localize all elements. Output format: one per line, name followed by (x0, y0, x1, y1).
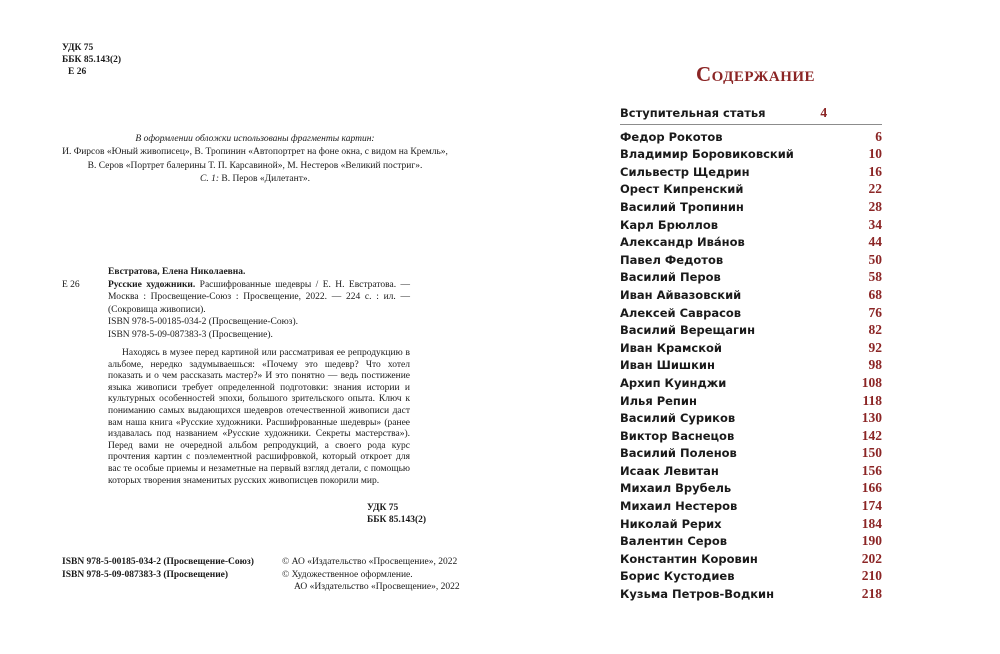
toc-entry-title: Василий Суриков (620, 411, 736, 426)
bibliographic-record (108, 266, 410, 341)
copyright-line: © АО «Издательство «Просвещение», 2022 (282, 557, 458, 567)
toc-entry-page-number: 202 (861, 550, 882, 566)
toc-entry-title: Илья Репин (620, 393, 697, 408)
toc-entry-page-number: 10 (868, 146, 882, 162)
toc-entry[interactable] (620, 462, 882, 480)
isbn-line: ISBN 978-5-00185-034-2 (Просвещение-Союз). (108, 317, 298, 327)
toc-entry-title: Павел Федотов (620, 252, 724, 267)
page-reference: С. 1: (199, 173, 219, 184)
toc-entry-page-number: 108 (861, 374, 882, 390)
toc-entry-title: Константин Коровин (620, 551, 758, 566)
bbk-code: ББК 85.143(2) (367, 515, 427, 525)
toc-entry[interactable] (620, 104, 882, 122)
table-of-contents (620, 104, 882, 603)
toc-entry-page-number: 184 (861, 515, 882, 531)
toc-entry-title: Кузьма Петров-Водкин (620, 587, 775, 602)
toc-entry-page-number: 4 (820, 105, 828, 120)
toc-entry[interactable] (620, 427, 882, 445)
toc-entry[interactable] (620, 304, 882, 322)
toc-entry-title: Василий Тропинин (620, 199, 744, 214)
toc-entry-page-number: 82 (868, 322, 882, 338)
toc-entry-page-number: 118 (862, 392, 882, 408)
toc-entry[interactable] (620, 585, 882, 603)
isbn-line: ISBN 978-5-00185-034-2 (Просвещение-Союз) (62, 557, 254, 567)
toc-entry-title: Федор Рокотов (620, 129, 723, 144)
toc-entry[interactable] (620, 444, 882, 462)
toc-entry[interactable] (620, 567, 882, 585)
toc-entry-page-number: 50 (868, 251, 882, 267)
toc-entry[interactable] (620, 163, 882, 181)
toc-entry-page-number: 166 (861, 480, 882, 496)
toc-entry-title: Исаак Левитан (620, 463, 719, 478)
bbk-code: ББК 85.143(2) (62, 55, 122, 65)
toc-entry[interactable] (620, 180, 882, 198)
toc-entry-title: Иван Крамской (620, 340, 722, 355)
copyright-line: АО «Издательство «Просвещение», 2022 (294, 582, 460, 592)
toc-entry-page-number: 76 (868, 304, 882, 320)
toc-entry-title: Архип Куинджи (620, 375, 727, 390)
toc-entry[interactable] (620, 268, 882, 286)
toc-entry-title: Алексей Саврасов (620, 305, 742, 320)
toc-entry-title: Михаил Нестеров (620, 499, 738, 514)
toc-entry[interactable] (620, 532, 882, 550)
toc-entry-title: Сильвестр Щедрин (620, 164, 750, 179)
toc-entry[interactable] (620, 550, 882, 568)
toc-entry-page-number: 16 (868, 163, 882, 179)
toc-entry-title: Борис Кустодиев (620, 569, 735, 584)
toc-entry-title: Орест Кипренский (620, 182, 744, 197)
toc-entry-page-number: 58 (868, 269, 882, 285)
author-mark: Е 26 (68, 67, 87, 77)
cover-credits-line: И. Фирсов «Юный живописец», В. Тропинин «Автопортрет на фоне окна, с видом на Кремль», (62, 147, 448, 158)
book-author: Евстратова, Елена Николаевна. (108, 267, 246, 277)
classification-codes-bottom (367, 502, 426, 526)
classification-codes-top (62, 42, 121, 78)
biblio-author-mark: Е 26 (62, 280, 80, 290)
toc-entry-page-number: 28 (868, 198, 882, 214)
toc-entry[interactable] (620, 515, 882, 533)
toc-entry[interactable] (620, 321, 882, 339)
copyright-block (282, 556, 460, 594)
toc-entry-title: Василий Поленов (620, 446, 737, 461)
toc-entry-page-number: 92 (868, 339, 882, 355)
toc-entry-page-number: 130 (861, 410, 882, 426)
toc-entry-page-number: 22 (868, 181, 882, 197)
cover-credits-line (40, 173, 470, 186)
toc-entry-title: Василий Верещагин (620, 323, 756, 338)
toc-entry[interactable] (620, 198, 882, 216)
toc-entry-page-number: 156 (861, 462, 882, 478)
toc-entry[interactable] (620, 497, 882, 515)
toc-entry[interactable] (620, 145, 882, 163)
toc-entry-page-number: 68 (868, 286, 882, 302)
toc-entry-title: Иван Шишкин (620, 358, 715, 373)
toc-entry-title: Василий Перов (620, 270, 721, 285)
toc-entry-title: Вступительная статья (620, 106, 766, 120)
copyright-line: © Художественное оформление. (282, 569, 413, 580)
toc-entry-title: Валентин Серов (620, 534, 728, 549)
toc-entry-title: Владимир Боровиковский (620, 147, 794, 162)
contents-title: Содержание (696, 62, 816, 86)
contents-page (500, 0, 1000, 654)
toc-entry-page-number: 210 (861, 568, 882, 584)
cover-credits (40, 133, 470, 186)
toc-entry[interactable] (620, 216, 882, 234)
isbn-line: ISBN 978-5-09-087383-3 (Просвещение) (62, 569, 229, 580)
toc-entry[interactable] (620, 339, 882, 357)
toc-entry[interactable] (620, 251, 882, 269)
toc-entry-title: Михаил Врубель (620, 481, 732, 496)
book-description: Расшифрованные шедевры / Е. Н. Евстратова. — Москва : Просвещение-Союз : Просвещение, 2022. — 224 с. : ил. — (Сокровища живописи). (108, 279, 410, 315)
toc-entry[interactable] (620, 479, 882, 497)
book-annotation: Находясь в музее перед картиной или рассматривая ее репродукцию в альбоме, нередко задумываешься: «Почему это шедевр? Что хотел показать и о чем рассказать мастер?» И это понятно — ведь постижение языка живописи требует определенной подготовки: знания истории и культурных особенностей эпохи, большого зрительского опыта. Ключ к пониманию самых выдающихся шедевров отечественной живописи даст вам наша книга «Русские художники. Расшифрованные шедевры» (ранее издавалась под названием «Русские художники. Секреты мастерства»). Перед вами не очередной альбом репродукций, а своего рода курс прочтения картин с поэлементной расшифровкой, который откроет для вас те особые приемы и незаметные на первый взгляд детали, с помощью которых творения знаменитых русских живописцев покорили мир. (108, 348, 410, 486)
toc-entry-page-number: 34 (868, 216, 882, 232)
toc-entry-title: Николай Рерих (620, 516, 722, 531)
toc-entry[interactable] (620, 356, 882, 374)
toc-entry[interactable] (620, 286, 882, 304)
udk-code: УДК 75 (367, 503, 399, 513)
toc-entry-title: Виктор Васнецов (620, 428, 735, 443)
toc-entry-page-number: 98 (868, 357, 882, 373)
toc-entry-title: Карл Брюллов (620, 217, 719, 232)
toc-entry[interactable] (620, 128, 882, 146)
toc-entry[interactable] (620, 392, 882, 410)
toc-entry-page-number: 218 (861, 586, 882, 602)
toc-entry-title: Иван Айвазовский (620, 287, 742, 302)
book-title: Русские художники. (108, 279, 196, 290)
toc-entry-page-number: 6 (875, 128, 882, 144)
toc-entry[interactable] (620, 374, 882, 392)
toc-entry-page-number: 174 (861, 498, 882, 514)
toc-entry-title: Александр Ива́нов (620, 235, 745, 250)
isbn-block (62, 556, 254, 581)
isbn-line: ISBN 978-5-09-087383-3 (Просвещение). (108, 329, 273, 340)
toc-entry[interactable] (620, 409, 882, 427)
cover-credits-text: В. Перов «Дилетант». (218, 173, 310, 184)
toc-entry-page-number: 190 (861, 533, 882, 549)
toc-entry-page-number: 44 (868, 234, 882, 250)
toc-entry[interactable] (620, 233, 882, 251)
toc-entry-page-number: 150 (861, 445, 882, 461)
cover-credits-line: В. Серов «Портрет балерины Т. П. Карсавиной», М. Нестеров «Великий постриг». (87, 160, 423, 171)
udk-code: УДК 75 (62, 43, 94, 53)
cover-credits-caption: В оформлении обложки использованы фрагменты картин: (135, 134, 375, 144)
toc-entry-page-number: 142 (861, 427, 882, 443)
